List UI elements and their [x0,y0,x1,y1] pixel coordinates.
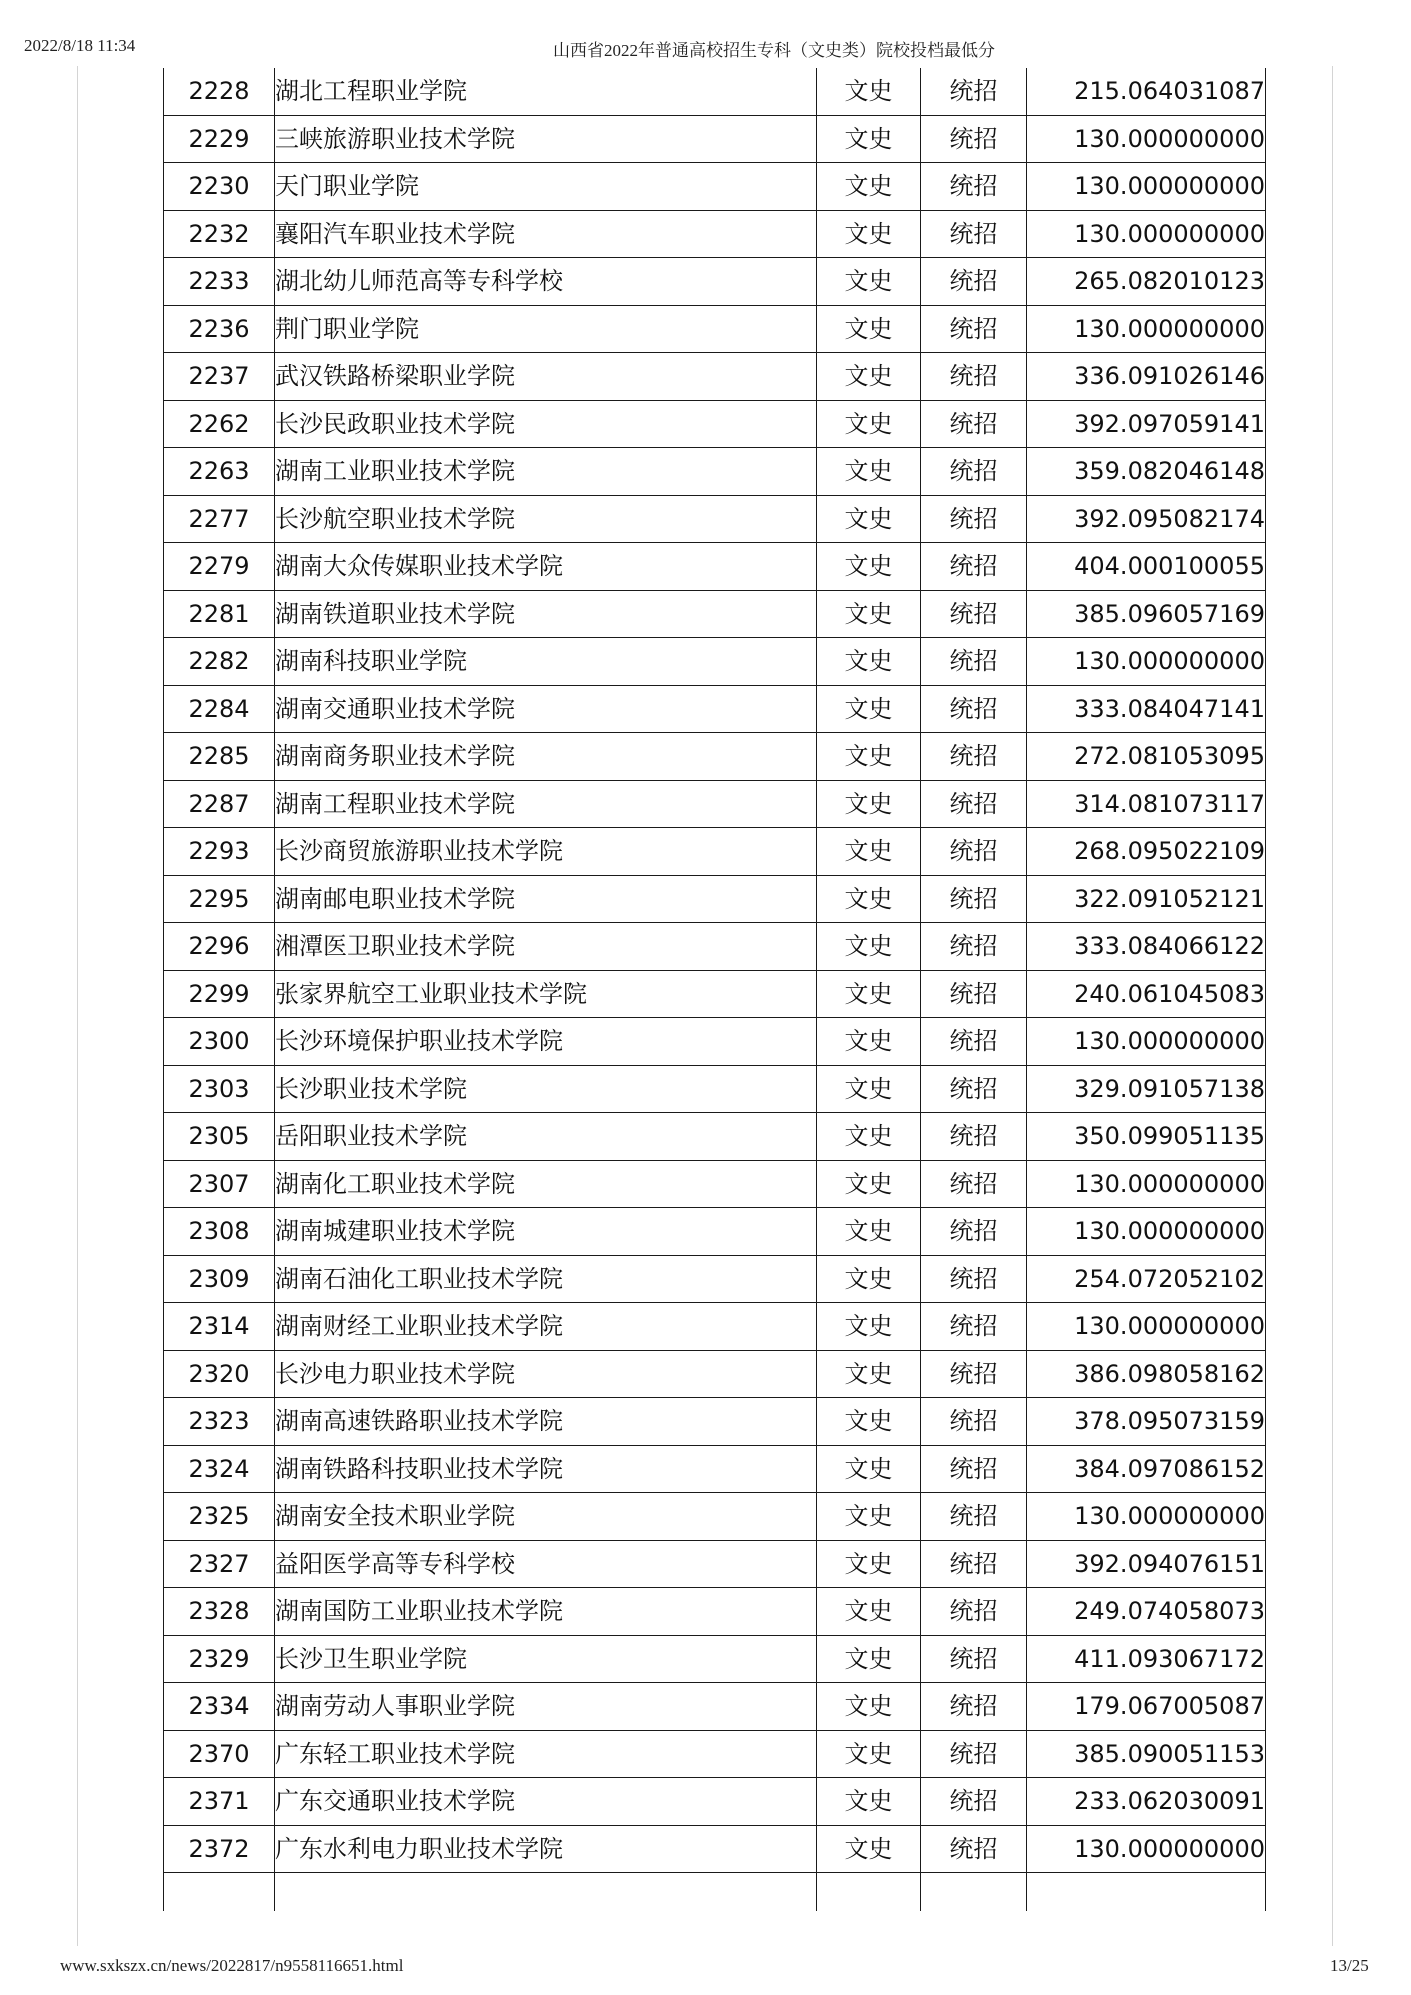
admission-type-cell: 统招 [921,1730,1027,1778]
school-name-cell: 湖南交通职业技术学院 [275,685,817,733]
admission-type-cell: 统招 [921,1350,1027,1398]
school-name-cell: 天门职业学院 [275,163,817,211]
min-score-cell: 130.000000000 [1027,638,1266,686]
school-name-cell: 长沙电力职业技术学院 [275,1350,817,1398]
table-body [164,68,1266,1911]
table-row [164,733,1266,781]
table-row [164,780,1266,828]
school-code-cell: 2296 [164,923,275,971]
table-row [164,1350,1266,1398]
admission-type-cell: 统招 [921,1778,1027,1826]
empty-cell [275,1873,817,1912]
category-cell: 文史 [817,923,921,971]
table-row [164,1493,1266,1541]
admission-type-cell: 统招 [921,780,1027,828]
school-code-cell: 2307 [164,1160,275,1208]
school-code-cell: 2279 [164,543,275,591]
school-code-cell: 2285 [164,733,275,781]
school-code-cell: 2293 [164,828,275,876]
table-row [164,1208,1266,1256]
table-row [164,353,1266,401]
category-cell: 文史 [817,68,921,115]
table-row [164,210,1266,258]
school-name-cell: 湖南工程职业技术学院 [275,780,817,828]
min-score-cell: 130.000000000 [1027,305,1266,353]
school-name-cell: 长沙商贸旅游职业技术学院 [275,828,817,876]
school-code-cell: 2233 [164,258,275,306]
school-code-cell: 2303 [164,1065,275,1113]
school-code-cell: 2334 [164,1683,275,1731]
school-name-cell: 湖北幼儿师范高等专科学校 [275,258,817,306]
admission-type-cell: 统招 [921,1255,1027,1303]
table-row [164,400,1266,448]
category-cell: 文史 [817,1588,921,1636]
school-name-cell: 长沙环境保护职业技术学院 [275,1018,817,1066]
table-row [164,685,1266,733]
school-code-cell: 2284 [164,685,275,733]
min-score-cell: 350.099051135 [1027,1113,1266,1161]
min-score-cell: 333.084047141 [1027,685,1266,733]
school-name-cell: 湘潭医卫职业技术学院 [275,923,817,971]
min-score-cell: 265.082010123 [1027,258,1266,306]
admission-type-cell: 统招 [921,590,1027,638]
table-row [164,305,1266,353]
table-row [164,1398,1266,1446]
school-name-cell: 湖南商务职业技术学院 [275,733,817,781]
category-cell: 文史 [817,163,921,211]
min-score-cell: 411.093067172 [1027,1635,1266,1683]
category-cell: 文史 [817,210,921,258]
school-name-cell: 长沙卫生职业学院 [275,1635,817,1683]
page-title: 山西省2022年普通高校招生专科（文史类）院校投档最低分 [553,41,995,60]
school-code-cell: 2237 [164,353,275,401]
min-score-cell: 386.098058162 [1027,1350,1266,1398]
min-score-cell: 233.062030091 [1027,1778,1266,1826]
category-cell: 文史 [817,400,921,448]
school-code-cell: 2300 [164,1018,275,1066]
school-name-cell: 湖南城建职业技术学院 [275,1208,817,1256]
category-cell: 文史 [817,543,921,591]
admission-type-cell: 统招 [921,68,1027,115]
table-row [164,543,1266,591]
table-row [164,1018,1266,1066]
min-score-cell: 314.081073117 [1027,780,1266,828]
min-score-cell: 392.097059141 [1027,400,1266,448]
category-cell: 文史 [817,353,921,401]
school-name-cell: 三峡旅游职业技术学院 [275,115,817,163]
min-score-cell: 359.082046148 [1027,448,1266,496]
category-cell: 文史 [817,638,921,686]
school-code-cell: 2323 [164,1398,275,1446]
table-row [164,1683,1266,1731]
admission-type-cell: 统招 [921,1113,1027,1161]
school-name-cell: 襄阳汽车职业技术学院 [275,210,817,258]
category-cell: 文史 [817,1683,921,1731]
admission-type-cell: 统招 [921,828,1027,876]
table-row [164,115,1266,163]
admission-type-cell: 统招 [921,970,1027,1018]
school-code-cell: 2263 [164,448,275,496]
category-cell: 文史 [817,1018,921,1066]
school-code-cell: 2236 [164,305,275,353]
category-cell: 文史 [817,1160,921,1208]
table-row [164,875,1266,923]
table-row [164,1778,1266,1826]
page-border-left [77,66,78,1946]
min-score-cell: 130.000000000 [1027,1493,1266,1541]
empty-cell [164,1873,275,1912]
school-code-cell: 2230 [164,163,275,211]
school-code-cell: 2281 [164,590,275,638]
admission-type-cell: 统招 [921,543,1027,591]
school-code-cell: 2371 [164,1778,275,1826]
admission-type-cell: 统招 [921,1683,1027,1731]
min-score-cell: 130.000000000 [1027,1018,1266,1066]
min-score-cell: 272.081053095 [1027,733,1266,781]
category-cell: 文史 [817,1398,921,1446]
school-code-cell: 2277 [164,495,275,543]
page-number: 13/25 [1330,1956,1369,1975]
school-name-cell: 益阳医学高等专科学校 [275,1540,817,1588]
page-border-right [1332,66,1333,1946]
category-cell: 文史 [817,590,921,638]
school-name-cell: 湖南财经工业职业技术学院 [275,1303,817,1351]
admission-type-cell: 统招 [921,210,1027,258]
category-cell: 文史 [817,448,921,496]
table-row [164,1303,1266,1351]
category-cell: 文史 [817,1540,921,1588]
admission-type-cell: 统招 [921,1445,1027,1493]
category-cell: 文史 [817,780,921,828]
empty-cell [817,1873,921,1912]
min-score-cell: 130.000000000 [1027,1303,1266,1351]
school-name-cell: 湖南安全技术职业学院 [275,1493,817,1541]
admission-type-cell: 统招 [921,495,1027,543]
school-name-cell: 张家界航空工业职业技术学院 [275,970,817,1018]
category-cell: 文史 [817,875,921,923]
category-cell: 文史 [817,305,921,353]
admission-type-cell: 统招 [921,685,1027,733]
table-row [164,1730,1266,1778]
category-cell: 文史 [817,1255,921,1303]
school-name-cell: 长沙航空职业技术学院 [275,495,817,543]
min-score-cell: 392.095082174 [1027,495,1266,543]
school-code-cell: 2262 [164,400,275,448]
school-name-cell: 湖南劳动人事职业学院 [275,1683,817,1731]
table-row [164,923,1266,971]
admission-type-cell: 统招 [921,1303,1027,1351]
school-code-cell: 2309 [164,1255,275,1303]
empty-cell [921,1873,1027,1912]
admission-type-cell: 统招 [921,1208,1027,1256]
school-code-cell: 2295 [164,875,275,923]
category-cell: 文史 [817,733,921,781]
min-score-cell: 249.074058073 [1027,1588,1266,1636]
table-row [164,258,1266,306]
category-cell: 文史 [817,970,921,1018]
school-name-cell: 岳阳职业技术学院 [275,1113,817,1161]
school-name-cell: 湖南大众传媒职业技术学院 [275,543,817,591]
admission-score-table [163,68,1266,1911]
admission-type-cell: 统招 [921,1065,1027,1113]
category-cell: 文史 [817,1113,921,1161]
school-name-cell: 湖南邮电职业技术学院 [275,875,817,923]
school-name-cell: 湖南科技职业学院 [275,638,817,686]
table-row [164,163,1266,211]
category-cell: 文史 [817,1350,921,1398]
table-row [164,1445,1266,1493]
admission-type-cell: 统招 [921,1160,1027,1208]
category-cell: 文史 [817,258,921,306]
school-name-cell: 武汉铁路桥梁职业学院 [275,353,817,401]
admission-type-cell: 统招 [921,258,1027,306]
table-row [164,1255,1266,1303]
category-cell: 文史 [817,1825,921,1873]
table-row-continued [164,1873,1266,1912]
min-score-cell: 392.094076151 [1027,1540,1266,1588]
school-code-cell: 2305 [164,1113,275,1161]
table-row [164,68,1266,115]
table-row [164,448,1266,496]
min-score-cell: 404.000100055 [1027,543,1266,591]
min-score-cell: 385.090051153 [1027,1730,1266,1778]
table-row [164,1825,1266,1873]
table-row [164,590,1266,638]
school-name-cell: 湖南高速铁路职业技术学院 [275,1398,817,1446]
min-score-cell: 333.084066122 [1027,923,1266,971]
admission-type-cell: 统招 [921,400,1027,448]
table-row [164,1635,1266,1683]
min-score-cell: 130.000000000 [1027,1208,1266,1256]
school-name-cell: 湖南国防工业职业技术学院 [275,1588,817,1636]
category-cell: 文史 [817,1730,921,1778]
school-code-cell: 2370 [164,1730,275,1778]
admission-type-cell: 统招 [921,163,1027,211]
category-cell: 文史 [817,495,921,543]
school-code-cell: 2314 [164,1303,275,1351]
school-name-cell: 湖南工业职业技术学院 [275,448,817,496]
admission-type-cell: 统招 [921,638,1027,686]
min-score-cell: 130.000000000 [1027,163,1266,211]
school-code-cell: 2228 [164,68,275,115]
table-row [164,1113,1266,1161]
school-name-cell: 湖南石油化工职业技术学院 [275,1255,817,1303]
table-row [164,1588,1266,1636]
min-score-cell: 130.000000000 [1027,210,1266,258]
admission-type-cell: 统招 [921,1493,1027,1541]
admission-type-cell: 统招 [921,115,1027,163]
table-row [164,970,1266,1018]
school-code-cell: 2282 [164,638,275,686]
min-score-cell: 215.064031087 [1027,68,1266,115]
school-name-cell: 湖南化工职业技术学院 [275,1160,817,1208]
empty-cell [1027,1873,1266,1912]
school-name-cell: 广东轻工职业技术学院 [275,1730,817,1778]
category-cell: 文史 [817,1445,921,1493]
admission-type-cell: 统招 [921,1398,1027,1446]
category-cell: 文史 [817,115,921,163]
category-cell: 文史 [817,828,921,876]
min-score-cell: 130.000000000 [1027,115,1266,163]
category-cell: 文史 [817,1065,921,1113]
school-name-cell: 湖北工程职业学院 [275,68,817,115]
school-code-cell: 2229 [164,115,275,163]
category-cell: 文史 [817,1778,921,1826]
school-code-cell: 2232 [164,210,275,258]
print-datetime: 2022/8/18 11:34 [24,36,136,55]
school-name-cell: 广东交通职业技术学院 [275,1778,817,1826]
category-cell: 文史 [817,1635,921,1683]
category-cell: 文史 [817,1208,921,1256]
admission-type-cell: 统招 [921,923,1027,971]
page-url: www.sxkszx.cn/news/2022817/n9558116651.html [60,1956,404,1975]
admission-type-cell: 统招 [921,353,1027,401]
school-code-cell: 2299 [164,970,275,1018]
admission-type-cell: 统招 [921,875,1027,923]
min-score-cell: 322.091052121 [1027,875,1266,923]
table-row [164,828,1266,876]
school-code-cell: 2325 [164,1493,275,1541]
table-row [164,1065,1266,1113]
min-score-cell: 378.095073159 [1027,1398,1266,1446]
school-code-cell: 2372 [164,1825,275,1873]
category-cell: 文史 [817,1303,921,1351]
school-name-cell: 湖南铁路科技职业技术学院 [275,1445,817,1493]
school-name-cell: 长沙职业技术学院 [275,1065,817,1113]
admission-type-cell: 统招 [921,305,1027,353]
school-name-cell: 广东水利电力职业技术学院 [275,1825,817,1873]
admission-type-cell: 统招 [921,1540,1027,1588]
school-name-cell: 长沙民政职业技术学院 [275,400,817,448]
admission-type-cell: 统招 [921,1635,1027,1683]
admission-type-cell: 统招 [921,733,1027,781]
min-score-cell: 240.061045083 [1027,970,1266,1018]
min-score-cell: 254.072052102 [1027,1255,1266,1303]
school-code-cell: 2308 [164,1208,275,1256]
category-cell: 文史 [817,1493,921,1541]
school-name-cell: 湖南铁道职业技术学院 [275,590,817,638]
category-cell: 文史 [817,685,921,733]
min-score-cell: 268.095022109 [1027,828,1266,876]
min-score-cell: 130.000000000 [1027,1825,1266,1873]
min-score-cell: 329.091057138 [1027,1065,1266,1113]
min-score-cell: 130.000000000 [1027,1160,1266,1208]
school-code-cell: 2328 [164,1588,275,1636]
admission-type-cell: 统招 [921,1588,1027,1636]
table-row [164,1160,1266,1208]
table-row [164,1540,1266,1588]
admission-type-cell: 统招 [921,448,1027,496]
admission-type-cell: 统招 [921,1018,1027,1066]
min-score-cell: 179.067005087 [1027,1683,1266,1731]
admission-type-cell: 统招 [921,1825,1027,1873]
school-code-cell: 2287 [164,780,275,828]
table-row [164,495,1266,543]
school-name-cell: 荆门职业学院 [275,305,817,353]
school-code-cell: 2320 [164,1350,275,1398]
table-row [164,638,1266,686]
min-score-cell: 385.096057169 [1027,590,1266,638]
school-code-cell: 2329 [164,1635,275,1683]
min-score-cell: 336.091026146 [1027,353,1266,401]
min-score-cell: 384.097086152 [1027,1445,1266,1493]
school-code-cell: 2324 [164,1445,275,1493]
school-code-cell: 2327 [164,1540,275,1588]
